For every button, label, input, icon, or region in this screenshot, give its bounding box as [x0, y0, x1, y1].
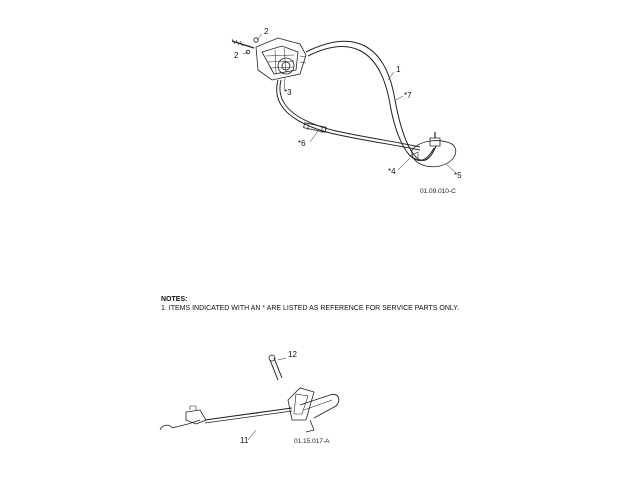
- callout-12: 12: [288, 350, 297, 359]
- notes-line-1: 1. ITEMS INDICATED WITH AN * ARE LISTED AS REFERENCE FOR SERVICE PARTS ONLY.: [161, 305, 459, 312]
- notes-heading: NOTES:: [161, 296, 188, 303]
- lower-callouts: [240, 350, 330, 445]
- callout-11: 11: [240, 436, 249, 445]
- callout-6: *6: [298, 139, 306, 148]
- figure-code-lower: 01.15.017-A: [294, 438, 330, 445]
- upper-cable-assembly-drawing: [232, 34, 456, 172]
- lower-linkage-drawing: [160, 355, 339, 440]
- callout-4: *4: [388, 167, 396, 176]
- callout-2-lower: 2: [234, 51, 239, 60]
- callout-5: *5: [454, 171, 462, 180]
- figure-code-upper: 01.09.010-C: [420, 188, 456, 195]
- notes-block: [161, 295, 459, 313]
- callout-2-upper: 2: [264, 27, 269, 36]
- callout-3: *3: [284, 88, 292, 97]
- callout-1: 1: [396, 65, 401, 74]
- callout-7: *7: [404, 91, 412, 100]
- upper-callouts: [234, 27, 462, 195]
